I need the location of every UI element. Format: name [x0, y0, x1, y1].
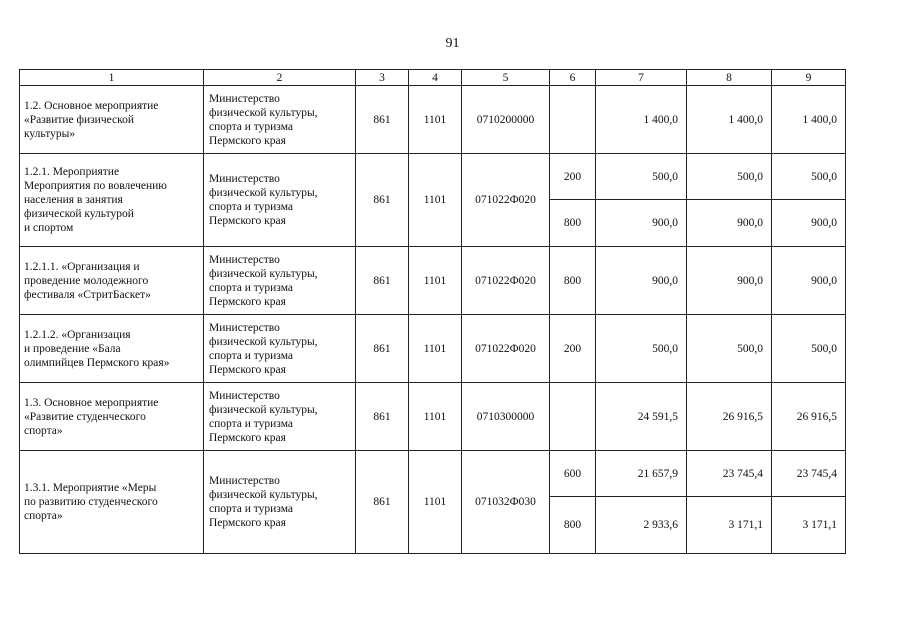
- row-name: 1.2.1. Мероприятие Мероприятия по вовлечению населения в занятия физической культурой и спортом: [20, 154, 204, 247]
- row-col-5: 0710300000: [462, 383, 550, 451]
- row-col-4: 1101: [409, 315, 462, 383]
- row-col-9: 500,0: [772, 154, 846, 200]
- row-col-7: 900,0: [596, 200, 687, 247]
- header-col-1: 1: [20, 70, 204, 86]
- table-row: [20, 86, 846, 154]
- header-col-6: 6: [550, 70, 596, 86]
- row-col-7: 900,0: [596, 247, 687, 315]
- row-col-6: [550, 383, 596, 451]
- row-col-3: 861: [356, 383, 409, 451]
- row-col-7: 500,0: [596, 154, 687, 200]
- row-col-4: 1101: [409, 383, 462, 451]
- row-col-8: 500,0: [687, 315, 772, 383]
- row-col-9: 1 400,0: [772, 86, 846, 154]
- row-col-6: 800: [550, 247, 596, 315]
- row-col-3: 861: [356, 247, 409, 315]
- header-col-8: 8: [687, 70, 772, 86]
- row-col-4: 1101: [409, 247, 462, 315]
- row-organization: Министерство физической культуры, спорта и туризма Пермского края: [204, 383, 356, 451]
- row-col-4: 1101: [409, 86, 462, 154]
- header-row: [20, 70, 846, 86]
- row-col-5: 071022Ф020: [462, 247, 550, 315]
- row-col-8: 23 745,4: [687, 451, 772, 497]
- row-col-8: 500,0: [687, 154, 772, 200]
- row-col-5: 071032Ф030: [462, 451, 550, 554]
- row-organization: Министерство физической культуры, спорта и туризма Пермского края: [204, 451, 356, 554]
- table-row: [20, 247, 846, 315]
- row-organization: Министерство физической культуры, спорта и туризма Пермского края: [204, 315, 356, 383]
- row-col-4: 1101: [409, 154, 462, 247]
- row-name: 1.2.1.1. «Организация и проведение молодежного фестиваля «СтритБаскет»: [20, 247, 204, 315]
- row-name: 1.3.1. Мероприятие «Меры по развитию студенческого спорта»: [20, 451, 204, 554]
- row-col-5: 071022Ф020: [462, 315, 550, 383]
- row-col-8: 3 171,1: [687, 497, 772, 554]
- row-col-6: 200: [550, 154, 596, 200]
- row-col-4: 1101: [409, 451, 462, 554]
- row-col-9: 26 916,5: [772, 383, 846, 451]
- row-organization: Министерство физической культуры, спорта и туризма Пермского края: [204, 247, 356, 315]
- row-col-3: 861: [356, 86, 409, 154]
- row-col-7: 2 933,6: [596, 497, 687, 554]
- row-col-6: [550, 86, 596, 154]
- row-name: 1.3. Основное мероприятие «Развитие студенческого спорта»: [20, 383, 204, 451]
- row-col-7: 1 400,0: [596, 86, 687, 154]
- row-col-9: 900,0: [772, 247, 846, 315]
- row-col-9: 23 745,4: [772, 451, 846, 497]
- header-col-5: 5: [462, 70, 550, 86]
- row-col-8: 26 916,5: [687, 383, 772, 451]
- page-number: 91: [445, 36, 460, 51]
- row-col-8: 900,0: [687, 247, 772, 315]
- row-col-5: 0710200000: [462, 86, 550, 154]
- row-col-3: 861: [356, 315, 409, 383]
- table-row: [20, 315, 846, 383]
- row-organization: Министерство физической культуры, спорта и туризма Пермского края: [204, 154, 356, 247]
- header-col-7: 7: [596, 70, 687, 86]
- row-col-6: 600: [550, 451, 596, 497]
- row-col-9: 500,0: [772, 315, 846, 383]
- table-row: [20, 451, 846, 497]
- row-col-7: 21 657,9: [596, 451, 687, 497]
- row-col-6: 800: [550, 200, 596, 247]
- header-col-4: 4: [409, 70, 462, 86]
- row-name: 1.2. Основное мероприятие «Развитие физической культуры»: [20, 86, 204, 154]
- row-col-3: 861: [356, 154, 409, 247]
- row-col-3: 861: [356, 451, 409, 554]
- header-col-2: 2: [204, 70, 356, 86]
- row-col-5: 071022Ф020: [462, 154, 550, 247]
- budget-table: [19, 69, 846, 554]
- row-col-8: 900,0: [687, 200, 772, 247]
- row-col-9: 3 171,1: [772, 497, 846, 554]
- row-organization: Министерство физической культуры, спорта и туризма Пермского края: [204, 86, 356, 154]
- table-row: [20, 383, 846, 451]
- row-col-7: 500,0: [596, 315, 687, 383]
- header-col-9: 9: [772, 70, 846, 86]
- row-name: 1.2.1.2. «Организация и проведение «Бала олимпийцев Пермского края»: [20, 315, 204, 383]
- row-col-6: 200: [550, 315, 596, 383]
- header-col-3: 3: [356, 70, 409, 86]
- table-row: [20, 154, 846, 200]
- row-col-8: 1 400,0: [687, 86, 772, 154]
- row-col-6: 800: [550, 497, 596, 554]
- row-col-9: 900,0: [772, 200, 846, 247]
- row-col-7: 24 591,5: [596, 383, 687, 451]
